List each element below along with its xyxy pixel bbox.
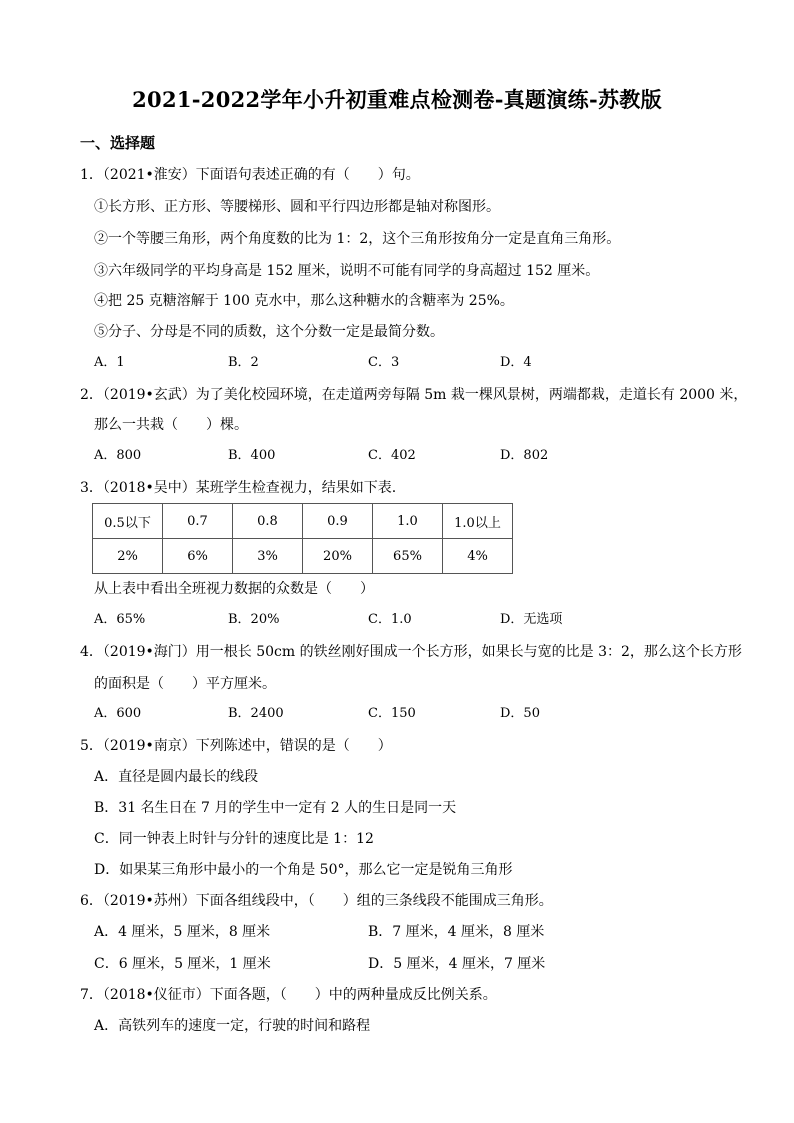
question-7-option-a: A．高铁列车的速度一定，行驶的时间和路程 — [94, 1018, 371, 1034]
question-3-option-d: D．无选项 — [500, 612, 563, 627]
table-cell: 0.8 — [233, 504, 303, 539]
question-3-option-c: C．1.0 — [368, 612, 412, 627]
question-3-option-a: A．65% — [94, 612, 146, 627]
question-6-option-a: A．4 厘米，5 厘米，8 厘米 — [94, 924, 271, 940]
question-5-option-d: D．如果某三角形中最小的一个角是 50°，那么它一定是锐角三角形 — [94, 862, 513, 878]
table-cell: 0.9 — [303, 504, 373, 539]
table-cell: 65% — [373, 539, 443, 574]
question-1-option-c: C．3 — [368, 355, 400, 370]
table-cell: 6% — [163, 539, 233, 574]
question-2-option-a: A．800 — [94, 448, 142, 463]
question-3-stem: 3．（2018•吴中）某班学生检查视力，结果如下表. — [80, 480, 397, 496]
question-1-option-b: B．2 — [228, 355, 259, 370]
question-5-option-a: A．直径是圆内最长的线段 — [94, 769, 259, 785]
question-6-option-c: C．6 厘米，5 厘米，1 厘米 — [94, 956, 271, 972]
question-2-option-c: C．402 — [368, 448, 416, 463]
table-cell: 4% — [443, 539, 513, 574]
page-title: 2021-2022学年小升初重难点检测卷-真题演练-苏教版 — [132, 87, 662, 112]
table-cell: 0.5以下 — [93, 504, 163, 539]
question-5-stem: 5．（2019•南京）下列陈述中，错误的是（ ） — [80, 738, 392, 754]
question-2-option-d: D．802 — [500, 448, 549, 463]
question-1-item: ④把 25 克糖溶解于 100 克水中，那么这种糖水的含糖率为 25%。 — [94, 293, 514, 309]
question-1-option-d: D．4 — [500, 355, 532, 370]
question-4-option-a: A．600 — [94, 706, 142, 721]
table-cell: 0.7 — [163, 504, 233, 539]
question-7-stem: 7．（2018•仪征市）下面各题，（ ）中的两种量成反比例关系。 — [80, 987, 497, 1003]
section-heading: 一、选择题 — [80, 134, 156, 152]
question-1-stem: 1．（2021•淮安）下面语句表述正确的有（ ）句。 — [80, 167, 420, 183]
question-2-option-b: B．400 — [228, 448, 276, 463]
question-4-stem-continued: 的面积是（ ）平方厘米。 — [94, 676, 276, 692]
vision-table — [92, 503, 513, 574]
question-4-option-d: D．50 — [500, 706, 540, 721]
question-1-item: ②一个等腰三角形，两个角度数的比为 1：2，这个三角形按角分一定是直角三角形。 — [94, 231, 621, 247]
question-4-stem: 4．（2019•海门）用一根长 50cm 的铁丝刚好围成一个长方形，如果长与宽的比是 3：2，那么这个长方形 — [80, 644, 742, 660]
question-5-option-b: B．31 名生日在 7 月的学生中一定有 2 人的生日是同一天 — [94, 800, 457, 816]
table-cell: 20% — [303, 539, 373, 574]
question-3-option-b: B．20% — [228, 612, 280, 627]
question-6-option-d: D．5 厘米，4 厘米，7 厘米 — [368, 956, 546, 972]
table-cell: 3% — [233, 539, 303, 574]
table-row — [93, 539, 513, 574]
question-6-option-b: B．7 厘米，4 厘米，8 厘米 — [368, 924, 545, 940]
question-6-stem: 6．（2019•苏州）下面各组线段中，（ ）组的三条线段不能围成三角形。 — [80, 893, 553, 909]
question-1-option-a: A．1 — [94, 355, 125, 370]
question-4-option-b: B．2400 — [228, 706, 284, 721]
question-3-question: 从上表中看出全班视力数据的众数是（ ） — [94, 581, 374, 597]
question-4-option-c: C．150 — [368, 706, 416, 721]
question-1-item: ⑤分子、分母是不同的质数，这个分数一定是最简分数。 — [94, 324, 444, 340]
table-cell: 1.0 — [373, 504, 443, 539]
question-2-stem-continued: 那么一共栽（ ）棵。 — [94, 417, 248, 433]
question-2-stem: 2．（2019•玄武）为了美化校园环境，在走道两旁每隔 5m 栽一棵风景树，两端都栽，走道长有 2000 米， — [80, 387, 748, 403]
table-cell: 1.0以上 — [443, 504, 513, 539]
table-row — [93, 504, 513, 539]
question-1-item: ①长方形、正方形、等腰梯形、圆和平行四边形都是轴对称图形。 — [94, 199, 500, 215]
question-1-item: ③六年级同学的平均身高是 152 厘米，说明不可能有同学的身高超过 152 厘米。 — [94, 263, 600, 279]
table-cell: 2% — [93, 539, 163, 574]
question-5-option-c: C．同一钟表上时针与分针的速度比是 1：12 — [94, 831, 374, 847]
